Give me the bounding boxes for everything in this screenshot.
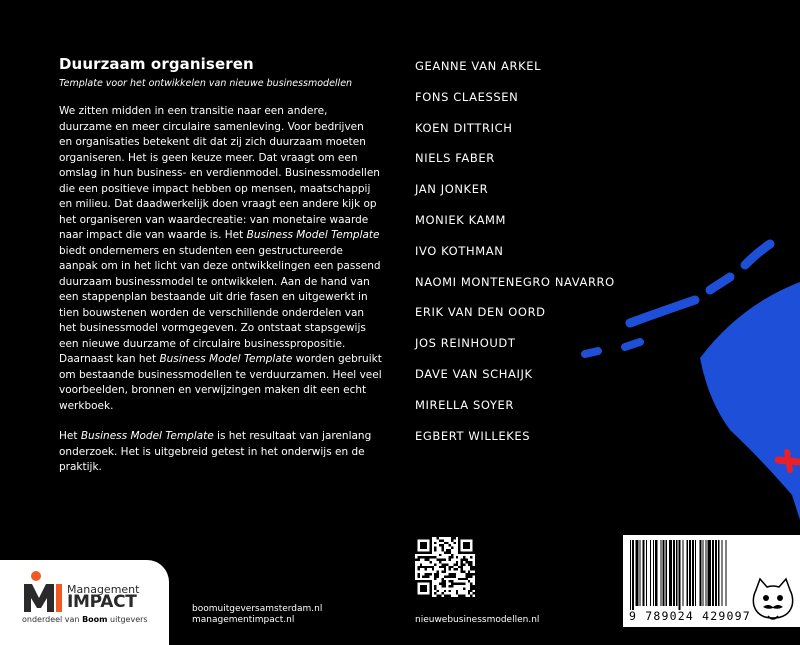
paragraph-1-line: voorbeelden, bronnen en verwijzingen maken dit een echt xyxy=(59,384,367,396)
paragraph-1-line: biedt ondernemers en studenten een gestructureerde xyxy=(59,244,343,257)
paragraph-2-line-1: Het Business Model Template is het resultaat van jarenlang xyxy=(59,430,372,442)
description-paragraph-2 xyxy=(59,429,379,476)
author-name: MIRELLA SOYER xyxy=(415,397,514,412)
paragraph-1-line: het organiseren van waardecreatie: van monetaire waarde xyxy=(59,213,369,226)
deco-dash-5 xyxy=(625,342,640,347)
logo-subline: onderdeel van Boom uitgevers xyxy=(22,615,148,624)
description-paragraph-1 xyxy=(59,104,382,414)
paragraph-1-line: duurzame en meer circulaire samenleving. Voor bedrijven xyxy=(59,120,364,133)
qr-code-icon[interactable] xyxy=(415,537,475,597)
deco-dash-3 xyxy=(630,300,695,323)
logo-text-impact: IMPACT xyxy=(67,592,137,612)
paragraph-1-line: aanpak om in het licht van deze ontwikkelingen een passend xyxy=(59,260,381,272)
author-name: MONIEK KAMM xyxy=(415,213,507,227)
book-subtitle: Template voor het ontwikkelen van nieuwe businessmodellen xyxy=(59,78,353,89)
author-name: NIELS FABER xyxy=(415,151,495,166)
paragraph-1-line: omslag in hun business- en verdienmodel. Businessmodellen xyxy=(59,167,380,179)
paragraph-1-line: een stappenplan bestaande uit drie fasen en uitgewerkt in xyxy=(59,291,368,303)
author-name: IVO KOTHMAN xyxy=(415,243,504,258)
author-name: ERIK VAN DEN OORD xyxy=(415,305,546,320)
author-name: JOS REINHOUDT xyxy=(415,336,516,351)
paragraph-1-line: We zitten midden in een transitie naar een andere, xyxy=(59,105,328,117)
author-name: JAN JONKER xyxy=(415,182,489,197)
paragraph-1-line: werkboek. xyxy=(59,399,114,412)
paragraph-1-line: naar impact die van waarde is. Het Business Model Template xyxy=(59,229,380,241)
url-nieuwe-businessmodellen[interactable]: nieuwebusinessmodellen.nl xyxy=(415,615,540,625)
paragraph-1-line: en organisaties betekent dit dat zij zich duurzaam moeten xyxy=(59,136,366,148)
paragraph-1-line: duurzaam businessmodel te ontwikkelen. Aan de hand van xyxy=(59,275,370,288)
paragraph-1-line: organiseren. Het is geen keuze meer. Dat vraagt om een xyxy=(59,151,358,164)
author-name: NAOMI MONTENEGRO NAVARRO xyxy=(415,274,615,289)
paragraph-1-line: die een positieve impact hebben op mensen, maatschappij xyxy=(59,182,371,195)
url-boom[interactable]: boomuitgeversamsterdam.nl xyxy=(192,604,323,614)
management-impact-logo-icon xyxy=(22,570,62,614)
paragraph-1-line: Daarnaast kan het Business Model Template worden gebruikt xyxy=(59,353,382,365)
logo-text-management: Management xyxy=(67,583,140,596)
deco-dash-2 xyxy=(710,277,730,290)
author-name: GEANNE VAN ARKEL xyxy=(415,59,542,73)
author-name: DAVE VAN SCHAIJK xyxy=(415,367,533,381)
decorative-graphic xyxy=(560,230,800,520)
paragraph-2-line-2: onderzoek. Het is uitgebreid getest in het onderwijs en de xyxy=(59,445,365,458)
deco-dash-4 xyxy=(585,351,598,354)
paragraph-1-line: en milieu. Dat daadwerkelijk doen vraagt een andere kijk op xyxy=(59,198,377,210)
paragraph-2-line-3: praktijk. xyxy=(59,461,102,473)
author-name: EGBERT WILLEKES xyxy=(415,428,531,443)
deco-red-mark-2 xyxy=(787,452,790,470)
book-title: Duurzaam organiseren xyxy=(59,55,254,73)
author-name: KOEN DITTRICH xyxy=(415,120,513,135)
paragraph-1-line: om bestaande businessmodellen te verduurzamen. Heel veel xyxy=(59,368,382,381)
isbn-number: 9 789024 429097 xyxy=(629,609,751,623)
author-name: FONS CLAESSEN xyxy=(415,89,519,104)
url-management-impact[interactable]: managementimpact.nl xyxy=(192,615,295,625)
paragraph-1-line: tien bouwstenen worden de verschillende onderdelen van xyxy=(59,306,365,319)
paragraph-1-line: een nieuwe duurzame of circulaire businesspropositie. xyxy=(59,337,346,350)
deco-dash-1 xyxy=(745,244,770,265)
cat-mascot-icon xyxy=(748,576,798,626)
paragraph-1-line: het businessmodel vormgegeven. Zo ontstaat stapsgewijs xyxy=(59,322,366,334)
deco-blue-shape xyxy=(700,282,800,520)
